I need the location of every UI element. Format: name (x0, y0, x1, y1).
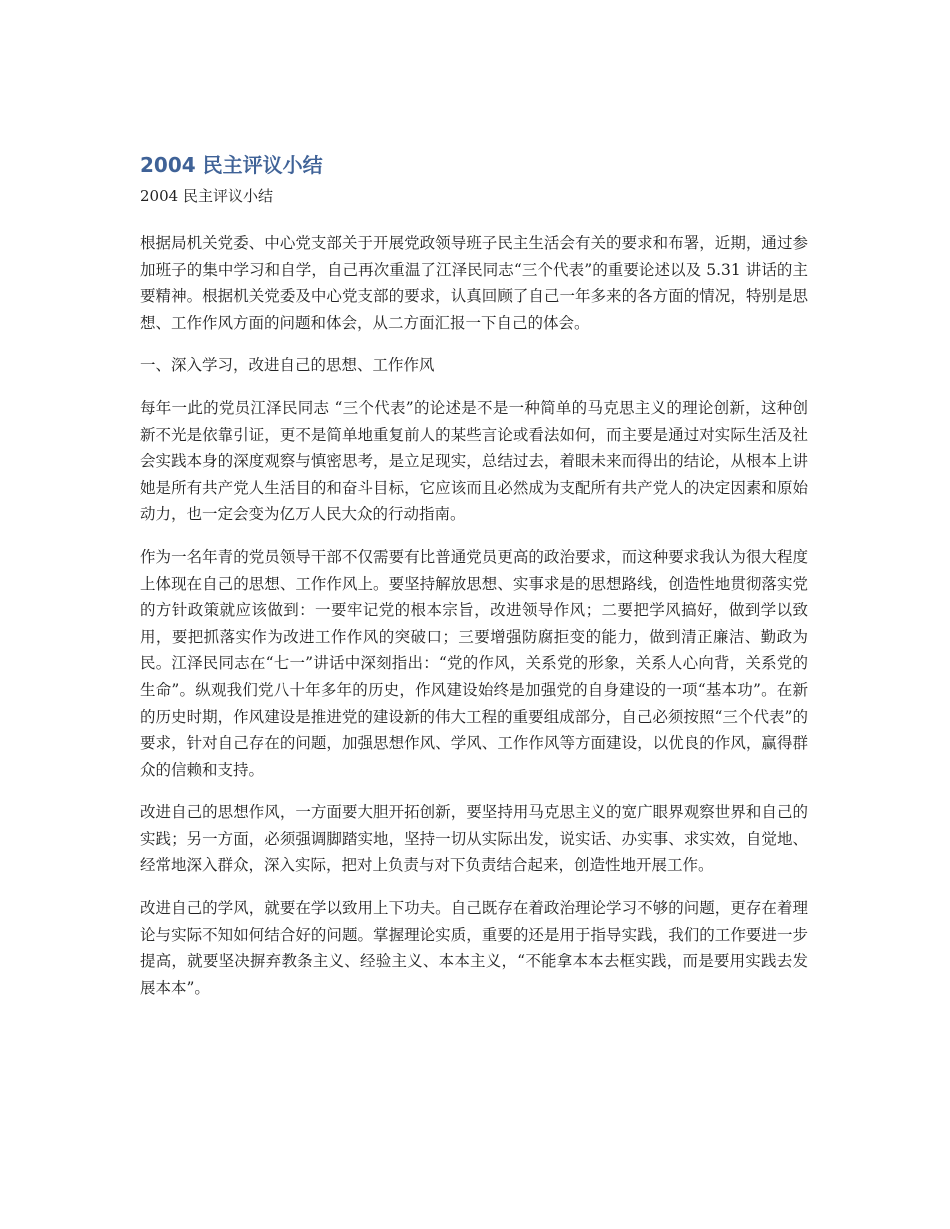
paragraph-thinking-style: 改进自己的思想作风，一方面要大胆开拓创新，要坚持用马克思主义的宽广眼界观察世界和自己的实践；另一方面，必须强调脚踏实地，坚持一切从实际出发，说实话、办实事、求实效，自觉地、经常地深入群众，深入实际，把对上负责与对下负责结合起来，创造性地开展工作。 (140, 803, 808, 875)
document-page (140, 150, 808, 1001)
document-title: 2004 民主评议小结 (140, 153, 323, 177)
section-heading-1: 一、深入学习，改进自己的思想、工作作风 (140, 356, 435, 375)
paragraph-young-cadre: 作为一名年青的党员领导干部不仅需要有比普通党员更高的政治要求，而这种要求我认为很大程度上体现在自己的思想、工作作风上。要坚持解放思想、实事求是的思想路线，创造性地贯彻落实党的方针政策就应该做到：一要牢记党的根本宗旨，改进领导作风；二要把学风搞好，做到学以致用，要把抓落实作为改进工作作风的突破口；三要增强防腐拒变的能力，做到清正廉洁、勤政为民。江泽民同志在“七一”讲话中深刻指出：“党的作风，关系党的形象，关系人心向背，关系党的生命”。纵观我们党八十年多年的历史，作风建设始终是加强党的自身建设的一项“基本功”。在新的历史时期，作风建设是推进党的建设新的伟大工程的重要组成部分，自己必须按照“三个代表”的要求，针对自己存在的问题，加强思想作风、学风、工作作风等方面建设，以优良的作风，赢得群众的信赖和支持。 (140, 547, 808, 779)
paragraph-intro: 根据局机关党委、中心党支部关于开展党政领导班子民主生活会有关的要求和布署，近期，通过参加班子的集中学习和自学，自己再次重温了江泽民同志“三个代表”的重要论述以及 5.31 讲话的主要精神。根据机关党委及中心党支部的要求，认真回顾了自己一年多来的各方面的情况，特别是思想、工作作风方面的问题和体会，从二方面汇报一下自己的体会。 (140, 234, 808, 332)
paragraph-three-represents: 每年一此的党员江泽民同志 “三个代表”的论述是不是一种简单的马克思主义的理论创新，这种创新不光是依靠引证，更不是简单地重复前人的某些言论或看法如何，而主要是通过对实际生活及社会实践本身的深度观察与慎密思考，是立足现实，总结过去，着眼未来而得出的结论，从根本上讲她是所有共产党人生活目的和奋斗目标，它应该而且必然成为支配所有共产党人的决定因素和原始动力，也一定会变为亿万人民大众的行动指南。 (140, 398, 808, 524)
paragraph-study-style: 改进自己的学风，就要在学以致用上下功夫。自己既存在着政治理论学习不够的问题，更存在着理论与实际不知如何结合好的问题。掌握理论实质，重要的还是用于指导实践，我们的工作要进一步提高，就要坚决摒弃教条主义、经验主义、本本主义，“不能拿本本去框实践，而是要用实践去发展本本”。 (140, 899, 808, 997)
document-subtitle: 2004 民主评议小结 (140, 187, 273, 205)
